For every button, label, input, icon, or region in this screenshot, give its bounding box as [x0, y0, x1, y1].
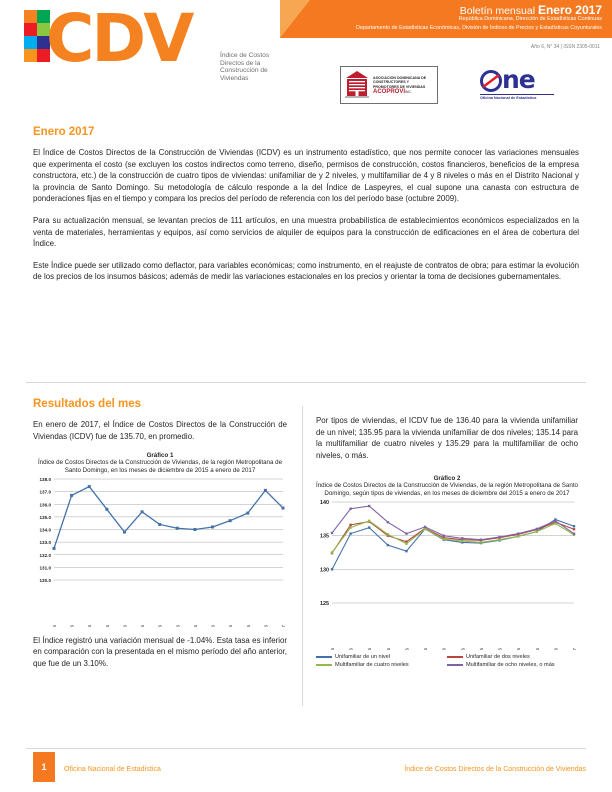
one-logo	[480, 66, 554, 104]
svg-text:Mayo 2016	[423, 648, 429, 650]
legend-label: Multifamiliar de cuatro niveles	[335, 661, 409, 668]
building-icon	[344, 70, 370, 100]
svg-text:Diciembre 2016	[263, 624, 269, 626]
footer-institution: Oficina Nacional de Estadística	[64, 766, 161, 773]
svg-text:Abril 2016	[122, 624, 128, 626]
svg-text:Agosto 2016	[479, 648, 485, 650]
page-footer	[0, 752, 612, 792]
svg-text:135: 135	[320, 533, 329, 540]
svg-text:Junio 2016	[442, 648, 448, 650]
intro-paragraph-2: Para su actualización mensual, se levantan precios de 111 artículos, en una muestra probabilística de establecimientos económicos especializados en la venta de materiales, herramientas y equipos, así como servicios de alquiler de equipos para la construcción de edificaciones en el área de cobertura del Índice.	[33, 215, 579, 249]
svg-text:Agosto 2016	[193, 624, 199, 626]
one-wordmark	[480, 66, 554, 94]
acoprovi-logo	[340, 66, 438, 104]
svg-text:Septiembre 2016	[211, 624, 217, 626]
banner-title-prefix: Boletín mensual	[459, 5, 538, 17]
left-column	[33, 398, 287, 670]
legend-swatch-icon	[316, 664, 332, 666]
svg-text:Abril 2016	[404, 648, 410, 650]
svg-text:Diciembre 2016	[553, 648, 559, 650]
svg-text:Septiembre 2016	[498, 648, 504, 650]
logo-subtitle: Índice de Costos Directos de la Construcción de Viviendas	[220, 52, 270, 82]
legend-label: Unifamiliar de dos niveles	[466, 653, 530, 660]
banner-department: Departamento de Estadísticas Económicas, División de Índices de Precios y Estadísticas Coyunturales	[356, 25, 602, 31]
svg-text:140: 140	[320, 499, 329, 506]
svg-text:Octubre 2016	[228, 624, 234, 626]
legend-swatch-icon	[447, 656, 463, 658]
issue-number: Año 6, N° 34 | ISSN 2305-0011	[530, 44, 600, 50]
chart-1-title: Gráfico 1	[146, 452, 174, 460]
banner-title-period: Enero 2017	[537, 3, 602, 17]
legend-label: Multifamiliar de ocho niveles, o más	[466, 661, 555, 668]
svg-text:134.0: 134.0	[39, 527, 51, 533]
one-subtitle: Oficina Nacional de Estadística	[480, 94, 554, 100]
chart-2-legend	[316, 654, 578, 668]
legend-swatch-icon	[316, 656, 332, 658]
partner-logos	[332, 66, 552, 106]
acoprovi-text	[370, 76, 434, 94]
footer-divider	[26, 748, 586, 749]
chart-2	[316, 475, 578, 668]
svg-text:131.0: 131.0	[39, 565, 51, 571]
svg-text:133.0: 133.0	[39, 539, 51, 545]
svg-text:138.0: 138.0	[39, 476, 51, 482]
section-heading-enero: Enero 2017	[33, 126, 95, 138]
svg-text:Marzo 2016	[105, 624, 111, 626]
svg-text:Diciembre 2015	[330, 648, 336, 650]
results-heading: Resultados del mes	[33, 398, 142, 410]
svg-text:Enero 2017	[572, 648, 578, 650]
legend-row	[316, 662, 578, 668]
plot1-svg	[33, 477, 287, 627]
svg-text:Julio 2016	[175, 624, 181, 626]
legend-item[interactable]	[316, 654, 447, 660]
chart-2-title: Gráfico 2	[433, 475, 461, 483]
legend-item[interactable]	[447, 654, 578, 660]
chart-1-subtitle: Índice de Costos Directos de la Construcción de Viviendas, de la región Metropolitana de Santo Domingo, en los meses de diciembre de 2015 a enero de 2017	[37, 459, 283, 474]
legend-label: Unifamiliar de un nivel	[335, 653, 391, 660]
legend-item[interactable]	[316, 662, 447, 668]
acoprovi-fullname: ASOCIACIÓN DOMINICANA DE CONSTRUCTORES Y PROMOTORES DE VIVIENDAS	[373, 75, 427, 89]
svg-text:Julio 2016	[460, 648, 466, 650]
legend-row	[316, 654, 578, 660]
column-divider	[302, 406, 303, 706]
svg-text:130.0: 130.0	[39, 577, 51, 583]
svg-text:132.0: 132.0	[39, 552, 51, 558]
svg-text:Noviembre 2016	[246, 624, 252, 626]
intro-section	[0, 126, 612, 293]
svg-text:Noviembre 2016	[535, 648, 541, 650]
chart-2-subtitle: Índice de Costos Directos de la Construcción de Viviendas, de la región Metropolitana de Santo Domingo, según tipos de viviendas, en los meses de diciembre del 2015 a enero de 2017	[316, 482, 578, 498]
footer-publication: Índice de Costos Directos de la Construcción de Viviendas	[404, 766, 586, 773]
intro-paragraph-1: El Índice de Costos Directos de la Construcción de Viviendas (ICDV) es un instrumento estadístico, que nos permite conocer las variaciones mensuales que experimenta el costo (se excluyen los costos indirectos como terreno, diseño, permisos de construcción, costos financieros, beneficios de la empresa constructora, etc.) de la construcción de cuatro tipos de viviendas: unifamiliar de y 2 niveles, y multifamiliar de 4 y 8 niveles o más en el Distrito Nacional y la provincia de Santo Domingo. Su metodología de cálculo responde a la del Índice de Laspeyres, el cual supone una canasta con estructura de ponderaciones fijas en el tiempo y compara los precios del período de referencia con los del período base (octubre 2009).	[33, 148, 579, 204]
acoprovi-brand: ACOPROVI	[373, 88, 406, 95]
svg-text:Junio 2016	[158, 624, 164, 626]
page-header	[0, 0, 612, 118]
section-divider	[26, 382, 586, 383]
intro-paragraph-3: Este Índice puede ser utilizado como deflactor, para variables económicas; como instrumento, en el reajuste de contratos de obra; para estimar la evolución de los precios de los insumos básicos; además de medir las variaciones estacionales en los precios y orientar la toma de decisiones gubernamentales.	[33, 260, 579, 282]
banner-notch-shape	[280, 0, 310, 38]
chart-2-plot	[316, 500, 578, 650]
results-left-paragraph-1: En enero de 2017, el Índice de Costos Directos de la Construcción de Viviendas (ICDV) fue de 135.70, en promedio.	[33, 420, 287, 441]
svg-text:Mayo 2016	[140, 624, 146, 626]
svg-text:Febrero 2016	[367, 648, 373, 650]
svg-text:Enero 2016	[349, 648, 355, 650]
one-letters: ne	[502, 65, 535, 94]
results-left-paragraph-2: El Índice registró una variación mensual de -1.04%. Esta tasa es inferior en comparación con la presentada en el mismo período del año anterior, que fue de un 3.10%.	[33, 635, 287, 668]
title-banner	[280, 0, 612, 38]
plot2-svg	[316, 500, 578, 650]
chart-1-plot	[33, 477, 287, 627]
svg-text:Febrero 2016	[87, 624, 93, 626]
svg-text:135.0: 135.0	[39, 514, 51, 520]
svg-text:Enero 2016	[70, 624, 76, 626]
svg-text:136.0: 136.0	[39, 502, 51, 508]
banner-title	[460, 3, 602, 17]
icdv-logo	[24, 0, 284, 82]
logo-wordmark: CDV	[46, 0, 192, 77]
page-number: 1	[33, 752, 55, 782]
right-column	[316, 398, 578, 670]
svg-text:137.0: 137.0	[39, 489, 51, 495]
acoprovi-suffix: INC.	[405, 89, 412, 94]
results-right-paragraph-1: Por tipos de viviendas, el ICDV fue de 136.40 para la vivienda unifamiliar de un nivel; 135.95 para la vivienda unifamiliar de dos niveles; 135.14 para la multifamiliar de cuatro niveles y 135.29 para la multifamiliar de ocho niveles, o más.	[316, 416, 578, 460]
legend-swatch-icon	[447, 664, 463, 666]
svg-text:130: 130	[320, 567, 329, 574]
banner-institution: República Dominicana, Dirección de Estadísticas Continuas	[458, 16, 602, 22]
svg-text:Enero 2017	[281, 624, 287, 626]
svg-text:Marzo 2016	[386, 648, 392, 650]
svg-text:Diciembre 2015	[52, 624, 58, 626]
svg-text:125: 125	[320, 600, 329, 607]
legend-item[interactable]	[447, 662, 578, 668]
chart-1	[33, 452, 287, 627]
svg-text:Octubre 2016	[516, 648, 522, 650]
